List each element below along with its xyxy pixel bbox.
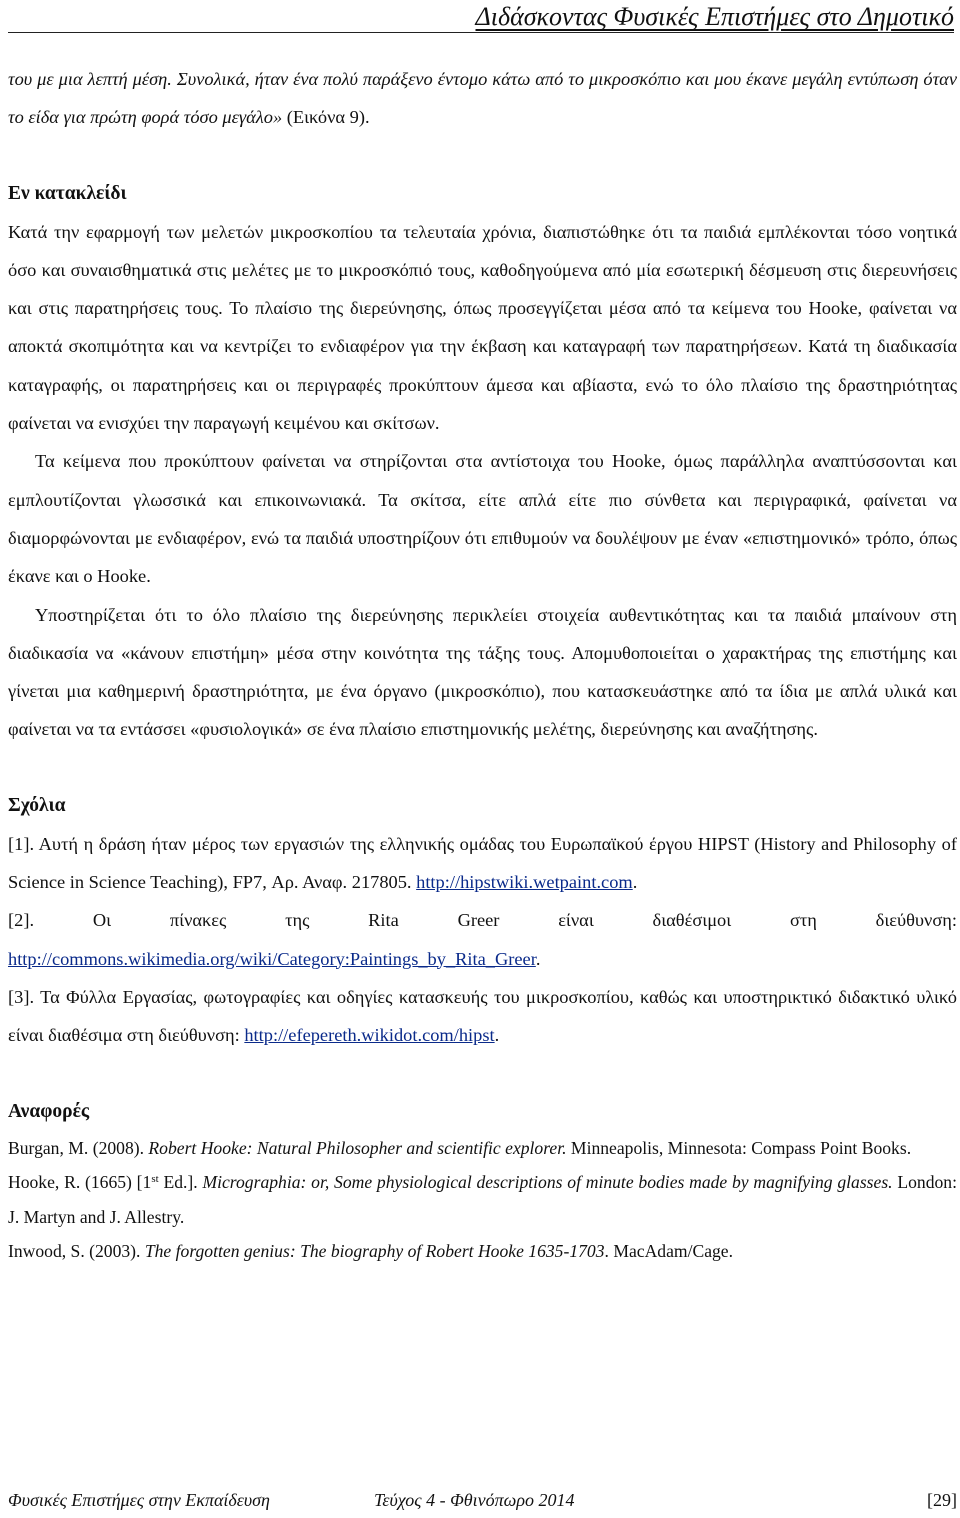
running-header — [8, 2, 956, 36]
running-footer — [8, 1490, 957, 1518]
reference-2 — [8, 1165, 957, 1234]
reference-2-title: Micrographia: or, Some physiological descriptions of minute bodies made by magnifying glasses. — [202, 1172, 893, 1193]
reference-3 — [8, 1234, 957, 1269]
note-3-period: . — [494, 1025, 500, 1046]
reference-2-edition: Ed.]. — [158, 1172, 203, 1193]
intro-quote: του με μια λεπτή μέση. Συνολικά, ήταν ένα πολύ παράξενο έντομο κάτω από το μικροσκόπιο και μου έκανε μεγάλη εντύπωση όταν το είδα για πρώτη φορά τόσο μεγάλο» — [8, 69, 957, 128]
references-heading: Αναφορές — [8, 1100, 90, 1122]
note-3-link[interactable]: http://efepereth.wikidot.com/hipst — [244, 1025, 495, 1046]
footer-issue: Τεύχος 4 - Φθινόπωρο 2014 — [374, 1490, 575, 1510]
figure-reference: (Εικόνα 9). — [286, 107, 370, 128]
conclusion-paragraph-3: Υποστηρίζεται ότι το όλο πλαίσιο της διερεύνησης περικλείει στοιχεία αυθεντικότητας και τα παιδιά μπαίνουν στη διαδικασία να «κάνουν επιστήμη» μέσα στην κοινότητα της τάξης τους. Απομυθοποιείται ο χαρακτήρας της επιστήμης και γίνεται μια καθημερινή δραστηριότητα, με ένα όργανο (μικροσκόπιο), που κατασκευάστηκε από τα ίδια με απλά υλικά και φαίνεται να τα εντάσσει «φυσιολογικά» σε ένα πλαίσιο επιστημονικής μελέτης, διερεύνησης και αναζήτησης. — [8, 604, 957, 740]
note-1-period: . — [632, 872, 638, 893]
note-1-link[interactable]: http://hipstwiki.wetpaint.com — [416, 872, 633, 893]
note-1-text: [1]. Αυτή η δράση ήταν μέρος των εργασιών της ελληνικής ομάδας του Ευρωπαϊκού έργου HIPST (History and Philosophy of Science in Science Teaching), FP7, Αρ. Αναφ. 217805. — [8, 833, 957, 893]
conclusion-paragraph-2: Τα κείμενα που προκύπτουν φαίνεται να στηρίζονται στα αντίστοιχα του Hooke, όμως παράλληλα αναπτύσσονται και εμπλουτίζονται γλωσσικά και επικοινωνιακά. Τα σκίτσα, είτε απλά είτε πιο σύνθετα και περιγραφικά, φαίνεται να διαμορφώνονται με ενδιαφέρον, ενώ τα παιδιά υποστηρίζουν ότι επιθυμούν να δουλέψουν με έναν «επιστημονικό» τρόπο, όπως έκανε και ο Hooke. — [8, 451, 957, 587]
reference-3-author: Inwood, S. (2003). — [8, 1241, 145, 1262]
reference-1-publisher: Minneapolis, Minnesota: Compass Point Books. — [566, 1137, 912, 1158]
note-3 — [8, 978, 957, 1055]
reference-2-author: Hooke, R. (1665) [1 — [8, 1172, 152, 1193]
note-3-text: [3]. Τα Φύλλα Εργασίας, φωτογραφίες και οδηγίες κατασκευής του μικροσκοπίου, καθώς και υποστηρικτικό διδακτικό υλικό είναι διαθέσιμα στη διεύθυνση: — [8, 986, 957, 1046]
header-title: Διδάσκοντας Φυσικές Επιστήμες στο Δημοτικό — [475, 2, 954, 31]
main-text — [8, 60, 957, 1269]
conclusion-heading: Εν κατακλείδι — [8, 182, 127, 204]
header-rule — [8, 32, 954, 33]
reference-2-superscript: st — [151, 1173, 159, 1186]
reference-1 — [8, 1131, 957, 1166]
reference-2-publisher: London: J. Martyn and J. Allestry. — [8, 1172, 957, 1227]
reference-1-author: Burgan, M. (2008). — [8, 1137, 149, 1158]
note-2 — [8, 901, 957, 978]
footer-journal: Φυσικές Επιστήμες στην Εκπαίδευση — [8, 1490, 270, 1510]
note-1 — [8, 825, 957, 902]
note-2-text: [2]. Οι πίνακες της Rita Greer είναι διαθέσιμοι στη διεύθυνση: — [8, 910, 957, 931]
conclusion-paragraph-1: Κατά την εφαρμογή των μελετών μικροσκοπίου τα τελευταία χρόνια, διαπιστώθηκε ότι τα παιδιά εμπλέκονται τόσο νοητικά όσο και συναισθηματικά στις μελέτες με το μικροσκόπιό τους, καθοδηγούμενα από μία εσωτερική δέσμευση στις διερευνήσεις και στις παρατηρήσεις τους. Το πλαίσιο της διερεύνησης, όπως προσεγγίζεται μέσα από τα κείμενα του Hooke, φαίνεται να αποκτά σκοπιμότητα και να κεντρίζει το ενδιαφέρον για την έκβαση και καταγραφή των παρατηρήσεων. Κατά τη διαδικασία καταγραφής, οι παρατηρήσεις και οι περιγραφές προκύπτουν άμεσα και αβίαστα, ενώ το όλο πλαίσιο της δραστηριότητας φαίνεται να ενισχύει την παραγωγή κειμένου και σκίτσων. — [8, 221, 957, 434]
reference-3-publisher: . MacAdam/Cage. — [604, 1241, 734, 1262]
note-2-period: . — [535, 948, 541, 969]
page-number: [29] — [927, 1490, 957, 1510]
note-2-link[interactable]: http://commons.wikimedia.org/wiki/Category:Paintings_by_Rita_Greer — [8, 948, 536, 969]
intro-paragraph — [8, 60, 957, 137]
reference-3-title: The forgotten genius: The biography of Robert Hooke 1635-1703 — [144, 1241, 605, 1262]
notes-heading: Σχόλια — [8, 794, 66, 816]
reference-1-title: Robert Hooke: Natural Philosopher and scientific explorer. — [148, 1137, 567, 1158]
